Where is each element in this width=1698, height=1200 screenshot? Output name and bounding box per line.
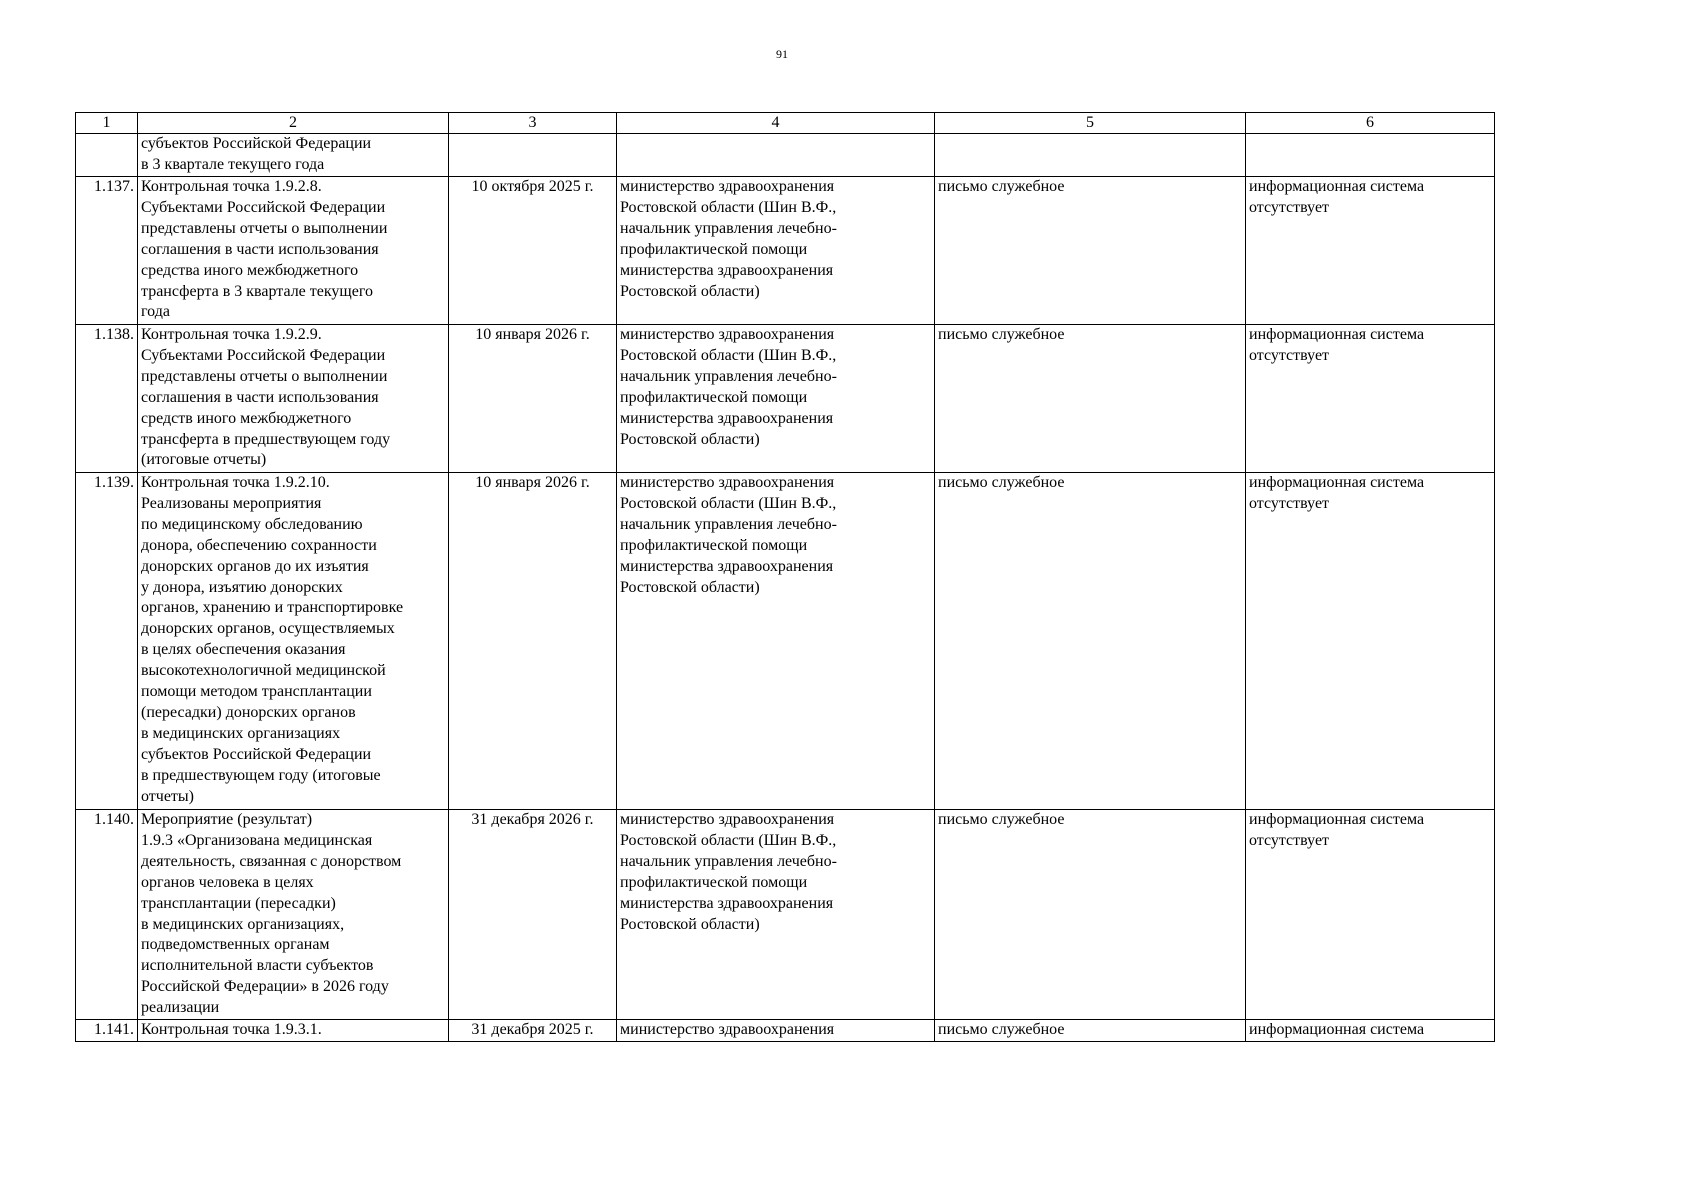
info-system-cell: информационная система отсутствует [1246,473,1495,810]
description-cell: Контрольная точка 1.9.3.1. [138,1020,449,1042]
responsible-cell: министерство здравоохранения Ростовской области (Шин В.Ф., начальник управления лечебно- профилактической помощи министерства здравоохранения Ростовской области) [617,810,935,1020]
document-type-cell: письмо служебное [935,177,1246,325]
description-cell: Контрольная точка 1.9.2.8. Субъектами Российской Федерации представлены отчеты о выполнении соглашения в части использования средства иного межбюджетного трансферта в 3 квартале текущего года [138,177,449,325]
column-header-2: 2 [138,113,449,134]
date-cell: 10 октября 2025 г. [449,177,617,325]
document-type-cell: письмо служебное [935,473,1246,810]
responsible-cell: министерство здравоохранения Ростовской области (Шин В.Ф., начальник управления лечебно- профилактической помощи министерства здравоохранения Ростовской области) [617,325,935,473]
info-system-cell: информационная система отсутствует [1246,810,1495,1020]
table-row-continuation [76,134,1495,177]
document-type-cell: письмо служебное [935,325,1246,473]
row-number-cell [76,134,138,177]
responsible-cell: министерство здравоохранения Ростовской области (Шин В.Ф., начальник управления лечебно- профилактической помощи министерства здравоохранения Ростовской области) [617,473,935,810]
row-number-cell: 1.141. [76,1020,138,1042]
table-row [76,810,1495,1020]
table-row [76,1020,1495,1042]
info-system-cell: информационная система отсутствует [1246,177,1495,325]
responsible-cell: министерство здравоохранения Ростовской области (Шин В.Ф., начальник управления лечебно- профилактической помощи министерства здравоохранения Ростовской области) [617,177,935,325]
date-cell: 10 января 2026 г. [449,325,617,473]
document-type-cell: письмо служебное [935,1020,1246,1042]
description-cell: Контрольная точка 1.9.2.9. Субъектами Российской Федерации представлены отчеты о выполнении соглашения в части использования средств иного межбюджетного трансферта в предшествующем году (итоговые отчеты) [138,325,449,473]
table-row [76,177,1495,325]
date-cell: 31 декабря 2025 г. [449,1020,617,1042]
row-number-cell: 1.138. [76,325,138,473]
description-cell: Мероприятие (результат) 1.9.3 «Организована медицинская деятельность, связанная с донорством органов человека в целях трансплантации (пересадки) в медицинских организациях, подведомственных органам исполнительной власти субъектов Российской Федерации» в 2026 году реализации [138,810,449,1020]
description-cell: Контрольная точка 1.9.2.10. Реализованы мероприятия по медицинскому обследованию донора, обеспечению сохранности донорских органов до их изъятия у донора, изъятию донорских органов, хранению и транспортировке донорских органов, осуществляемых в целях обеспечения оказания высокотехнологичной медицинской помощи методом трансплантации (пересадки) донорских органов в медицинских организациях субъектов Российской Федерации в предшествующем году (итоговые отчеты) [138,473,449,810]
table-row [76,473,1495,810]
table-header-row [76,113,1495,134]
info-system-cell [1246,134,1495,177]
page-number: 91 [776,47,788,61]
column-header-5: 5 [935,113,1246,134]
document-type-cell: письмо служебное [935,810,1246,1020]
responsible-cell: министерство здравоохранения [617,1020,935,1042]
column-header-4: 4 [617,113,935,134]
description-cell: субъектов Российской Федерации в 3 квартале текущего года [138,134,449,177]
date-cell: 10 января 2026 г. [449,473,617,810]
date-cell [449,134,617,177]
info-system-cell: информационная система [1246,1020,1495,1042]
column-header-3: 3 [449,113,617,134]
column-header-6: 6 [1246,113,1495,134]
document-type-cell [935,134,1246,177]
row-number-cell: 1.137. [76,177,138,325]
responsible-cell [617,134,935,177]
control-points-table [75,112,1495,1042]
column-header-1: 1 [76,113,138,134]
row-number-cell: 1.140. [76,810,138,1020]
table-row [76,325,1495,473]
date-cell: 31 декабря 2026 г. [449,810,617,1020]
info-system-cell: информационная система отсутствует [1246,325,1495,473]
row-number-cell: 1.139. [76,473,138,810]
